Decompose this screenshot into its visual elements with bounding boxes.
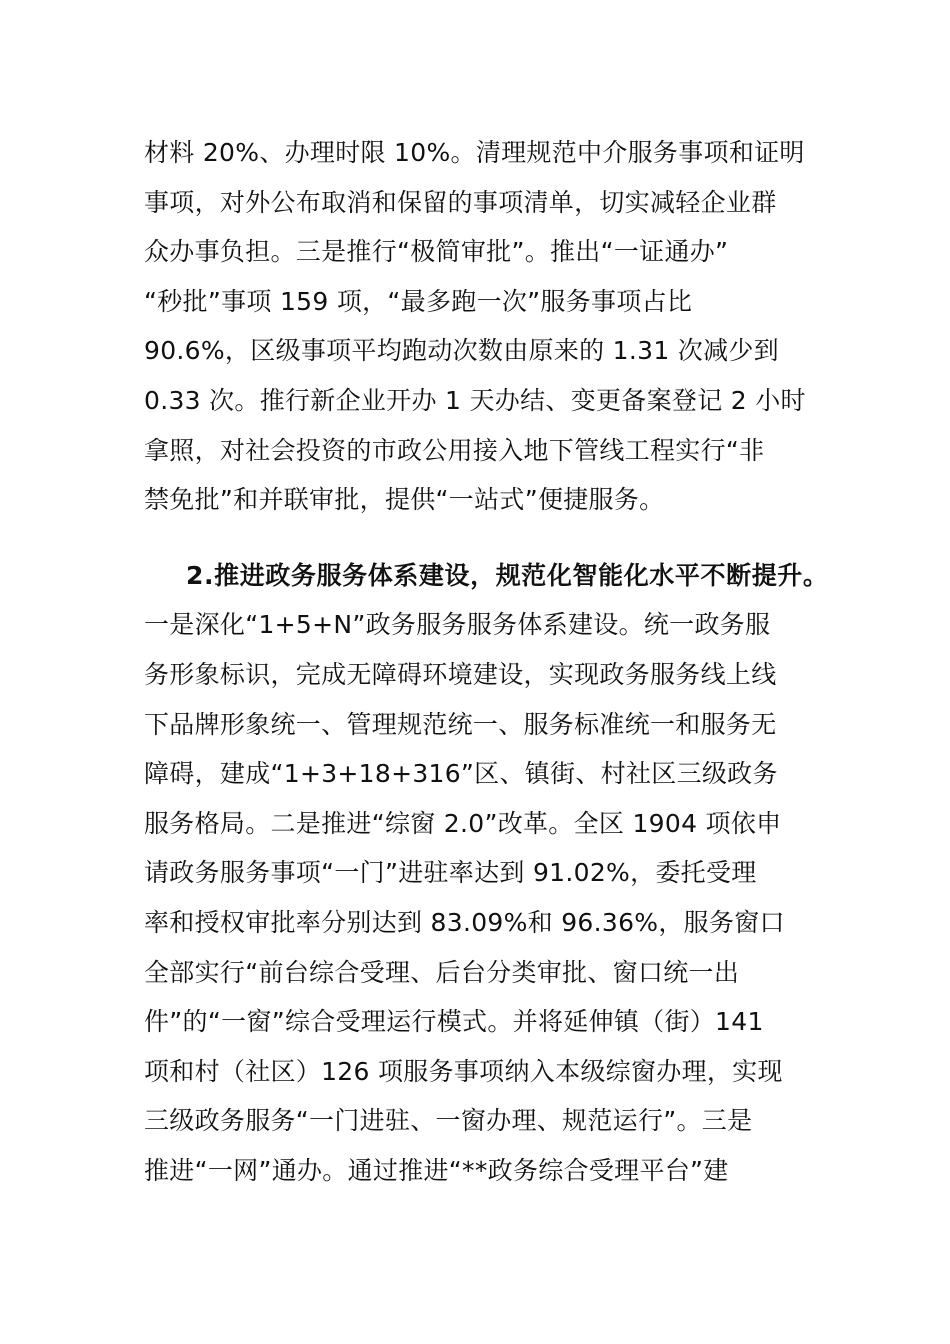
text-line: 0.33 次。推行新企业开办 1 天办结、变更备案登记 2 小时 [144,385,806,415]
text-line: 拿照，对社会投资的市政公用接入地下管线工程实行“非 [144,435,765,465]
text-line: 三级政务服务“一门进驻、一窗办理、规范运行”。三是 [144,1106,753,1136]
text-line: 材料 20%、办理时限 10%。清理规范中介服务事项和证明 [144,138,805,167]
paragraph-continuation [144,128,824,525]
text-line: 服务格局。二是推进“综窗 2.0”改革。全区 1904 项依申 [144,808,782,838]
text-line: 下品牌形象统一、管理规范统一、服务标准统一和服务无 [144,709,777,739]
text-line: 障碍，建成“1+3+18+316”区、镇街、村社区三级政务 [144,759,778,789]
text-line: 众办事负担。三是推行“极简审批”。推出“一证通办” [144,237,729,267]
paragraph-spacing [144,525,824,551]
text-line: 禁免批”和并联审批，提供“一站式”便捷服务。 [144,485,665,515]
section-body-paragraph [144,600,824,1195]
text-line: 率和授权审批率分别达到 83.09%和 96.36%，服务窗口 [144,907,785,937]
text-line: 务形象标识，完成无障碍环境建设，实现政务服务线上线 [144,659,777,689]
text-line: “秒批”事项 159 项，“最多跑一次”服务事项占比 [144,286,693,316]
text-line: 项和村（社区）126 项服务事项纳入本级综窗办理，实现 [144,1056,783,1086]
document-page [144,128,829,1195]
section-heading: 2.推进政务服务体系建设，规范化智能化水平不断提升。 [186,560,829,590]
text-line: 件”的“一窗”综合受理运行模式。并将延伸镇（街）141 [144,1007,764,1037]
text-line: 一是深化“1+5+N”政务服务服务体系建设。统一政务服 [144,610,771,640]
text-line: 推进“一网”通办。通过推进“**政务综合受理平台”建 [144,1155,729,1185]
text-line: 事项，对外公布取消和保留的事项清单，切实减轻企业群 [144,187,777,217]
text-line: 请政务服务事项“一门”进驻率达到 91.02%，委托受理 [144,858,757,888]
text-line: 全部实行“前台综合受理、后台分类审批、窗口统一出 [144,957,740,987]
text-line: 90.6%，区级事项平均跑动次数由原来的 1.31 次减少到 [144,336,779,366]
